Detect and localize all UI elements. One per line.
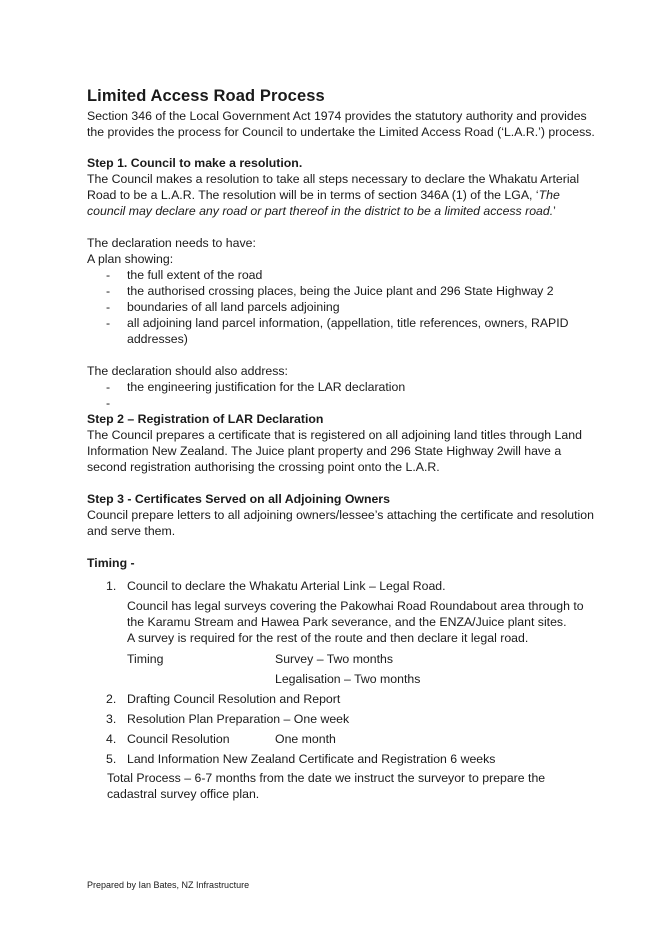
step3-line: and serve them. (87, 524, 176, 538)
list-item-text: boundaries of all land parcels adjoining (127, 300, 340, 314)
total-process-line: Total Process – 6-7 months from the date we instruct the surveyor to prepare the (107, 771, 546, 785)
bullet-dash: - (106, 396, 111, 410)
intro-paragraph (87, 108, 595, 140)
total-process-line: cadastral survey office plan. (107, 787, 260, 801)
step1-paragraph (87, 171, 587, 219)
step3-heading: Step 3 - Certificates Served on all Adjoining Owners (87, 492, 390, 506)
list-item-text: the engineering justification for the LAR declaration (127, 380, 406, 394)
survey-duration: Survey – Two months (275, 652, 394, 666)
step1-line (87, 203, 587, 219)
declaration-also-address: The declaration should also address: (87, 364, 288, 378)
list-number: 4. (106, 732, 117, 746)
total-process (107, 770, 545, 802)
list-number: 2. (106, 692, 117, 706)
step2-heading: Step 2 – Registration of LAR Declaration (87, 412, 324, 426)
bullet-dash: - (106, 268, 111, 282)
intro-line: the provides the process for Council to undertake the Limited Access Road (‘L.A.R.’) process. (87, 125, 595, 139)
timing-note-line: Council has legal surveys covering the Pakowhai Road Roundabout area through to (127, 599, 584, 613)
list-item-text: all adjoining land parcel information, (appellation, title references, owners, RAPID (127, 316, 569, 330)
step2-paragraph (87, 427, 587, 475)
bullet-dash: - (106, 380, 111, 394)
step1-quote-end: ’ (553, 204, 556, 218)
list-number: 5. (106, 752, 117, 766)
step3-paragraph (87, 507, 594, 539)
bullet-dash: - (106, 300, 111, 314)
timing-label: Timing (127, 652, 164, 666)
bullet-dash: - (106, 284, 111, 298)
step3-line: Council prepare letters to all adjoining owners/lessee’s attaching the certificate and resolution (87, 508, 594, 522)
list-item-text: Council Resolution (127, 732, 230, 746)
timing-heading: Timing - (87, 556, 135, 570)
step1-heading: Step 1. Council to make a resolution. (87, 156, 303, 170)
step1-line-text: Road to be a L.A.R. The resolution will be in terms of section 346A (1) of the LGA, ‘ (87, 188, 539, 202)
list-item-text: the authorised crossing places, being the Juice plant and 296 State Highway 2 (127, 284, 554, 298)
step1-quote: council may declare any road or part thereof in the district to be a limited access road. (87, 204, 554, 218)
timing-note-line: the Karamu Stream and Hawea Park severance, and the ENZA/Juice plant sites. (127, 615, 567, 629)
list-item-duration: One month (275, 732, 336, 746)
declaration-needs: The declaration needs to have: (87, 236, 256, 250)
legalisation-duration: Legalisation – Two months (275, 672, 421, 686)
page-title: Limited Access Road Process (87, 87, 325, 105)
step2-line: The Council prepares a certificate that is registered on all adjoining land titles through Land (87, 428, 582, 442)
step2-line: second registration authorising the crossing point onto the L.A.R. (87, 460, 440, 474)
list-number: 1. (106, 579, 117, 593)
plan-showing: A plan showing: (87, 252, 174, 266)
list-item-text: Land Information New Zealand Certificate and Registration 6 weeks (127, 752, 496, 766)
list-number: 3. (106, 712, 117, 726)
list-item-text: Resolution Plan Preparation – One week (127, 712, 350, 726)
timing-note: A survey is required for the rest of the route and then declare it legal road. (127, 631, 529, 645)
step1-line (87, 187, 587, 203)
bullet-dash: - (106, 316, 111, 330)
intro-line: Section 346 of the Local Government Act 1974 provides the statutory authority and provides (87, 109, 587, 123)
list-item-text: Drafting Council Resolution and Report (127, 692, 341, 706)
list-item-text: Council to declare the Whakatu Arterial Link – Legal Road. (127, 579, 446, 593)
step1-quote-start: The (538, 188, 560, 202)
step2-line: Information New Zealand. The Juice plant property and 296 State Highway 2will have a (87, 444, 562, 458)
list-item-text: the full extent of the road (127, 268, 263, 282)
timing-note (127, 598, 584, 630)
step1-line: The Council makes a resolution to take all steps necessary to declare the Whakatu Arterial (87, 172, 580, 186)
list-item-text: addresses) (127, 332, 188, 346)
page-footer: Prepared by Ian Bates, NZ Infrastructure (87, 880, 250, 890)
